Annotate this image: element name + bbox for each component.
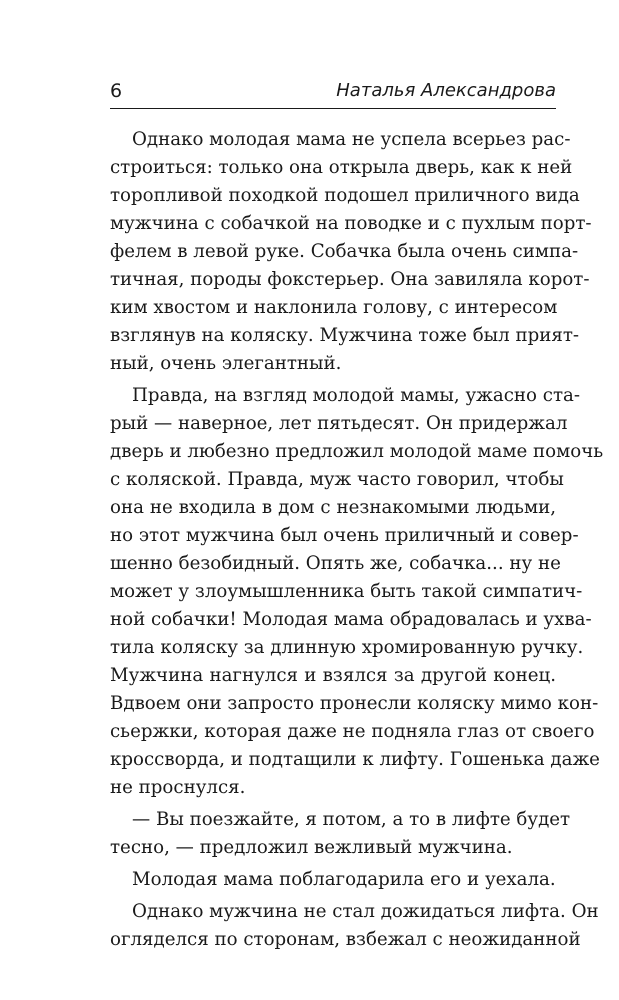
text-line: ной собачки! Молодая мама обрадовалась и ухва- <box>110 609 592 630</box>
text-line: она не входила в дом с незнакомыми людьми, <box>110 497 556 518</box>
text-line: Однако молодая мама не успела всерьез рас- <box>132 129 571 150</box>
text-line: Мужчина нагнулся и взялся за другой конец. <box>110 665 556 686</box>
text-line: шенно безобидный. Опять же, собачка... ну не <box>110 553 561 574</box>
text-line: не проснулся. <box>110 777 246 798</box>
running-head-author: Наталья Александрова <box>336 80 556 101</box>
text-line: может у злоумышленника быть такой симпатич- <box>110 581 583 602</box>
page-number: 6 <box>110 80 123 102</box>
text-line: с коляской. Правда, муж часто говорил, чтобы <box>110 469 564 490</box>
paragraph <box>110 866 556 894</box>
text-line: дверь и любезно предложил молодой маме помочь <box>110 441 604 462</box>
paragraph <box>110 126 592 378</box>
text-line: рый — наверное, лет пятьдесят. Он придержал <box>110 413 568 434</box>
text-line: торопливой походкой подошел приличного вида <box>110 185 580 206</box>
text-line: Молодая мама поблагодарила его и уехала. <box>132 869 556 890</box>
text-line: тила коляску за длинную хромированную ручку. <box>110 637 584 658</box>
text-line: но этот мужчина был очень приличный и совер- <box>110 525 579 546</box>
page-header <box>110 80 556 110</box>
text-line: ким хвостом и наклонила голову, с интересом <box>110 297 558 318</box>
text-line: мужчина с собачкой на поводке и с пухлым порт- <box>110 213 592 234</box>
text-line: сьержки, которая даже не подняла глаз от своего <box>110 721 595 742</box>
text-line: фелем в левой руке. Собачка была очень симпа- <box>110 241 579 262</box>
paragraph <box>110 382 604 802</box>
text-line: Однако мужчина не стал дожидаться лифта. Он <box>132 901 599 922</box>
text-line: тичная, породы фокстерьер. Она завиляла корот- <box>110 269 590 290</box>
text-line: — Вы поезжайте, я потом, а то в лифте будет <box>132 809 571 830</box>
body-text <box>110 126 604 954</box>
text-line: строиться: только она открыла дверь, как к ней <box>110 157 573 178</box>
text-line: Вдвоем они запросто пронесли коляску мимо кон- <box>110 693 599 714</box>
text-line: огляделся по сторонам, взбежал с неожиданной <box>110 929 581 950</box>
text-line: ный, очень элегантный. <box>110 353 342 374</box>
paragraph <box>110 806 571 862</box>
text-line: Правда, на взгляд молодой мамы, ужасно ста- <box>132 385 581 406</box>
text-line: взглянув на коляску. Мужчина тоже был прият- <box>110 325 580 346</box>
text-line: кроссворда, и подтащили к лифту. Гошенька даже <box>110 749 600 770</box>
paragraph <box>110 898 599 954</box>
header-rule <box>110 108 556 109</box>
text-line: тесно, — предложил вежливый мужчина. <box>110 837 513 858</box>
